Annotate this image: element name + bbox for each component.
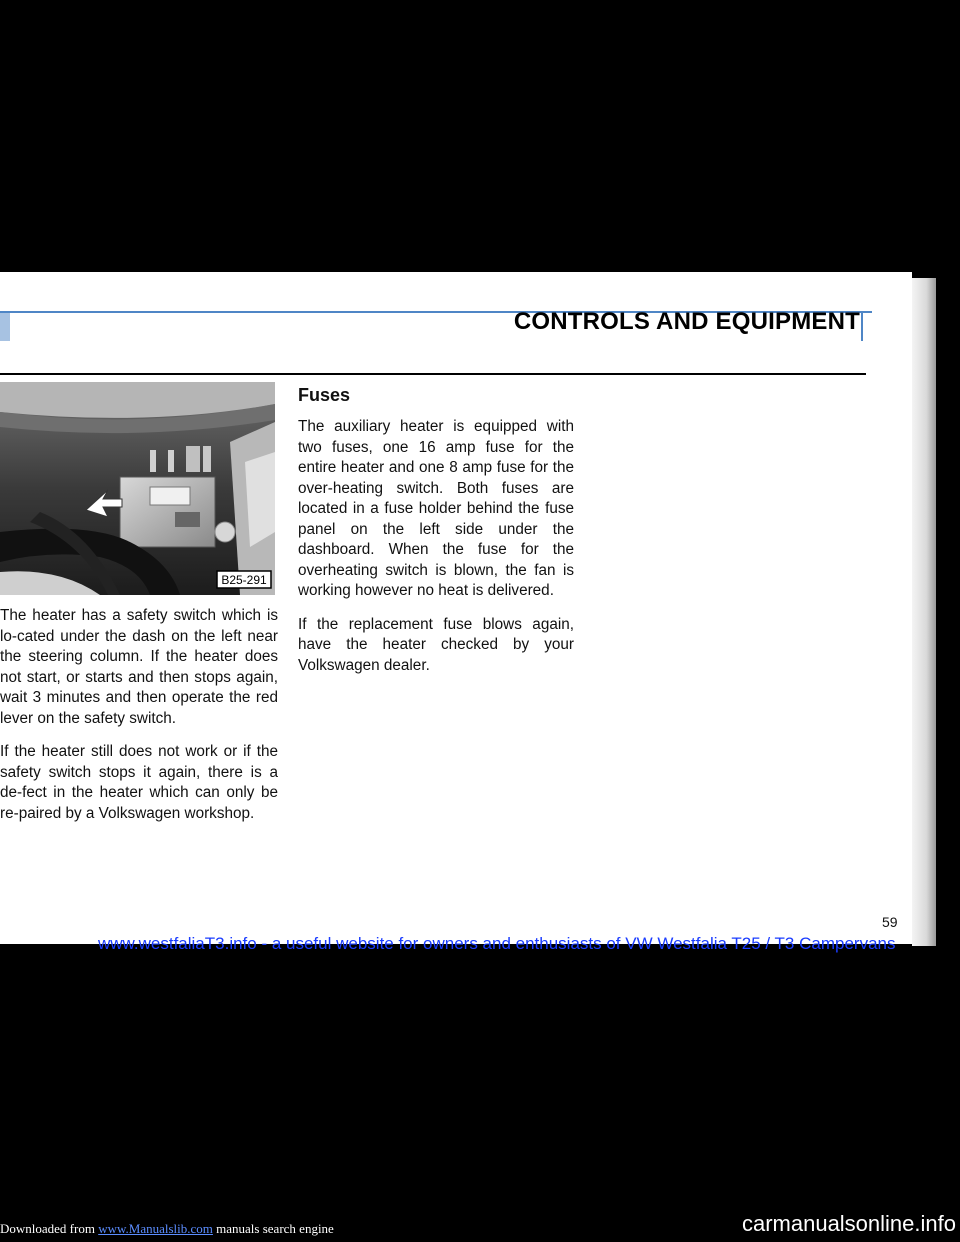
heater-safety-switch-photo: [0, 382, 275, 595]
left-column-text: [0, 606, 278, 837]
download-info: [0, 1221, 334, 1237]
header-rule-left: [0, 311, 10, 341]
fuses-section: [298, 385, 574, 689]
photo-code-label: B25-291: [221, 573, 267, 587]
fuses-paragraph-1: The auxiliary heater is equipped with two fuses, one 16 amp fuse for the entire heater and one 8 amp fuse for the over-heating switch. Both fuses are located in a fuse holder behind the fuse panel on the left side under the dashboard. When the fuse for the overheating switch is blown, the fan is working however no heat is delivered.: [298, 418, 574, 599]
fuses-heading: Fuses: [298, 385, 351, 405]
content-divider: [0, 373, 866, 375]
section-title: CONTROLS AND EQUIPMENT: [513, 308, 860, 335]
manualslib-link[interactable]: www.Manualslib.com: [98, 1221, 213, 1236]
download-suffix: manuals search engine: [216, 1221, 334, 1236]
page-edge: [912, 278, 936, 946]
header-rule-right: [861, 311, 863, 341]
westfalia-footer-link[interactable]: www.westfaliaT3.info - a useful website for owners and enthusiasts of VW Westfalia T25 / T3 Campervans: [98, 934, 896, 953]
fuses-paragraph-2: If the replacement fuse blows again, have the heater checked by your Volkswagen dealer.: [298, 615, 574, 674]
page-number: 59: [882, 914, 898, 930]
site-watermark: carmanualsonline.info: [741, 1211, 956, 1236]
left-paragraph-1: The heater has a safety switch which is lo-cated under the dash on the left near the steering column. If the heater does not start, or starts and then stops again, wait 3 minutes and then operate the red lever on the safety switch.: [0, 607, 278, 727]
download-prefix: Downloaded from: [0, 1221, 95, 1236]
left-paragraph-2: If the heater still does not work or if the safety switch stops it again, there is a de-fect in the heater which can only be re-paired by a Volkswagen workshop.: [0, 743, 278, 822]
